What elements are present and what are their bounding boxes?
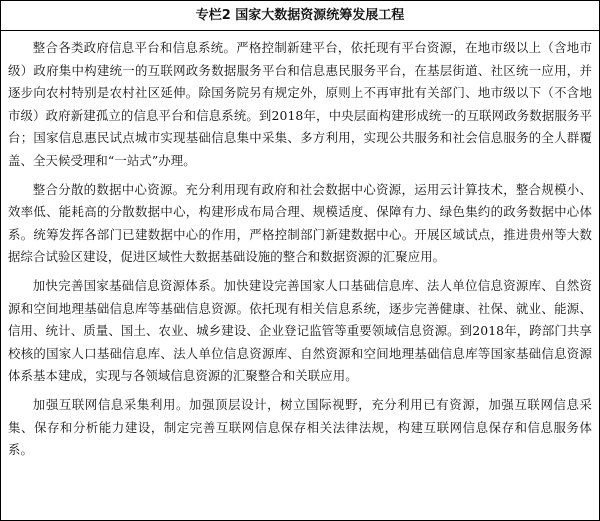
paragraph-4: 加强互联网信息采集利用。加强顶层设计，树立国际视野，充分利用已有资源，加强互联网信息采集、保存和分析能力建设，制定完善互联网信息保存相关法律法规，构建互联网信息保存和信息服务体系。 (8, 396, 592, 458)
paragraph-2: 整合分散的数据中心资源。充分利用现有政府和社会数据中心资源，运用云计算技术，整合规模小、效率低、能耗高的分散数据中心，构建形成布局合理、规模适度、保障有力、绿色集约的政务数据中心体系。统筹发挥各部门已建数据中心的作用，严格控制部门新建数据中心。开展区域试点，推进贵州等大数据综合试验区建设，促进区域性大数据基础设施的整合和数据资源的汇聚应用。 (8, 181, 592, 265)
paragraph-3: 加快完善国家基础信息资源体系。加快建设完善国家人口基础信息库、法人单位信息资源库、自然资源和空间地理基础信息库等基础信息资源。依托现有相关信息系统，逐步完善健康、社保、就业、能源、信用、统计、质量、国土、农业、城乡建设、企业登记监管等重要领域信息资源。到2018年，跨部门共享校核的国家人口基础信息库、法人单位信息资源库、自然资源和空间地理基础信息库等国家基础信息资源体系基本建成，实现与各领域信息资源的汇聚整合和关联应用。 (8, 277, 592, 384)
paragraph-1: 整合各类政府信息平台和信息系统。严格控制新建平台，依托现有平台资源，在地市级以上（含地市级）政府集中构建统一的互联网政务数据服务平台和信息惠民服务平台，在基层街道、社区统一应用，并逐步向农村特别是农村社区延伸。除国务院另有规定外，原则上不再审批有关部门、地市级以下（不含地市级）政府新建孤立的信息平台和信息系统。到2018年，中央层面构建形成统一的互联网政务数据服务平台；国家信息惠民试点城市实现基础信息集中采集、多方利用，实现公共服务和社会信息服务的全人群覆盖、全天候受理和“一站式”办理。 (8, 40, 592, 168)
box-title: 专栏2 国家大数据资源统筹发展工程 (1, 1, 599, 31)
box-content (1, 31, 599, 462)
